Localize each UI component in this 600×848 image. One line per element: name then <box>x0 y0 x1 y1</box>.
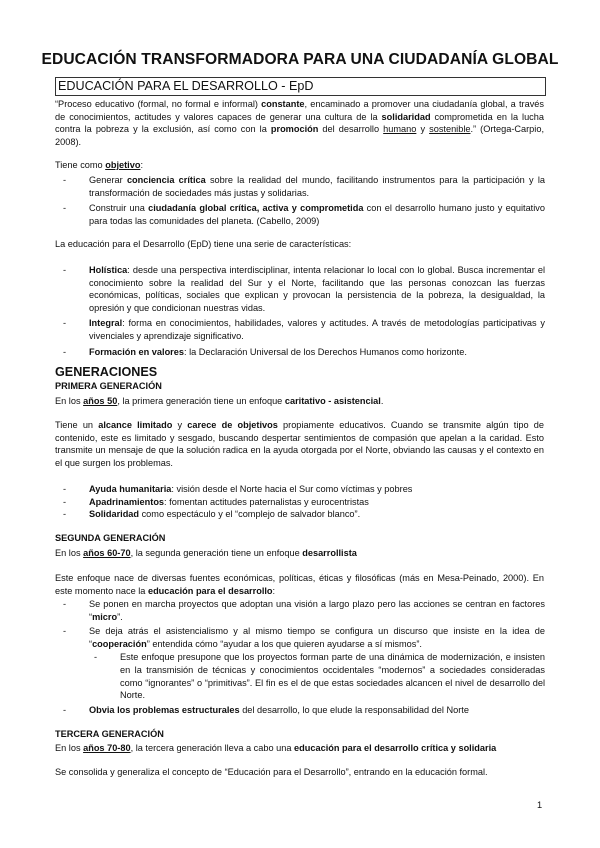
caracteristicas-intro: La educación para el Desarrollo (EpD) tiene una serie de características: <box>55 239 352 249</box>
list-item: - Generar conciencia crítica sobre la realidad del mundo, facilitando instrumentos para la participación y la transformación de sociedades más justas y solidarias. <box>89 174 545 199</box>
page-number: 1 <box>537 800 543 810</box>
list-item: - Holística: desde una perspectiva interdisciplinar, intenta relacionar lo local con lo global. Busca incrementar el conocimiento sobre la realidad del Sur y el Norte, facilitando que las personas conozcan las fuerzas económicas, políticas, sociales que explican y provocan la persistencia de la pobreza, la desigualdad, la opresión y que condicionan nuestras vidas. <box>89 264 545 314</box>
primera-generacion-line: En los años 50, la primera generación tiene un enfoque caritativo - asistencial. <box>55 396 384 406</box>
list-item: - Integral: forma en conocimientos, habilidades, valores y actitudes. A través de metodologías participativas y vivenciales y aprendizaje significativo. <box>89 317 545 342</box>
primera-generacion-paragraph: Tiene un alcance limitado y carece de objetivos propiamente educativos. Cuando se transmite algún tipo de contenido, este es limitado y sesgado, buscando despertar sentimientos de compasión que apelan a la caridad. Esto transmite un mensaje de que la solución radica en la ayuda otorgada por el Norte, obviando las causas y el contexto en el que surgen los problemas. <box>55 420 545 468</box>
list-item: - Se deja atrás el asistencialismo y al mismo tiempo se configura un discurso que insiste en la idea de “cooperación” entendida cómo “ayudar a los que quieren ayudarse a sí mismos”. - Este enfoque presupone que los proyectos forman parte de una dinámica de modernización, e insisten en la transmisión de técnicas y conocimientos occidentales “modernos” a sociedades consideradas como “ignorantes” o “primitivas”. El fin es el de que estas sociedades alcancen el nivel de desarrollo del Norte. <box>89 625 545 702</box>
list-item: - Ayuda humanitaria: visión desde el Norte hacia el Sur como víctimas y pobres <box>89 483 545 496</box>
primera-generacion-heading: PRIMERA GENERACIÓN <box>55 381 162 391</box>
objetivo-lead: Tiene como objetivo: <box>55 160 144 170</box>
section-heading-epd: EDUCACIÓN PARA EL DESARROLLO - EpD <box>55 77 546 96</box>
list-item: - Construir una ciudadanía global crítica, activa y comprometida con el desarrollo humano justo y equitativo para todas las comunidades del planeta. (Cabello, 2009) <box>89 202 545 227</box>
document-title: EDUCACIÓN TRANSFORMADORA PARA UNA CIUDADANÍA GLOBAL <box>41 51 559 68</box>
caracteristicas-list <box>89 264 545 358</box>
list-item: - Obvia los problemas estructurales del desarrollo, lo que elude la responsabilidad del Norte <box>89 704 545 717</box>
segunda-generacion-paragraph: Este enfoque nace de diversas fuentes económicas, políticas, éticas y filosóficas (más en Mesa-Peinado, 2000). En este momento nace la educación para el desarrollo: <box>55 573 544 596</box>
tercera-generacion-paragraph: Se consolida y generaliza el concepto de “Educación para el Desarrollo”, entrando en la educación formal. <box>55 767 488 777</box>
objetivo-list <box>89 174 545 227</box>
primera-generacion-list <box>89 483 545 521</box>
definition-quote: “Proceso educativo (formal, no formal e informal) constante, encaminado a promover una ciudadanía global, a través de conocimientos, actitudes y valores capaces de generar una cultura de la solidaridad comprometida en la lucha contra la pobreza y la exclusión, así como con la promoción del desarrollo humano y sostenible.” (Ortega-Carpio, 2008). <box>55 99 544 147</box>
list-item: - Solidaridad como espectáculo y el “complejo de salvador blanco”. <box>89 508 545 521</box>
generaciones-heading: GENERACIONES <box>55 365 158 379</box>
list-item: - Este enfoque presupone que los proyectos forman parte de una dinámica de modernización, e insisten en la transmisión de técnicas y conocimientos occidentales “modernos” a sociedades consideradas como “ignorantes” o “primitivas”. El fin es el de que estas sociedades alcancen el nivel de desarrollo del Norte. <box>120 651 545 701</box>
tercera-generacion-heading: TERCERA GENERACIÓN <box>55 729 164 739</box>
segunda-generacion-line: En los años 60-70, la segunda generación tiene un enfoque desarrollista <box>55 548 357 558</box>
tercera-generacion-line: En los años 70-80, la tercera generación lleva a cabo una educación para el desarrollo crítica y solidaria <box>55 743 497 753</box>
segunda-generacion-list <box>89 598 545 716</box>
list-item: - Formación en valores: la Declaración Universal de los Derechos Humanos como horizonte. <box>89 346 545 359</box>
segunda-generacion-sublist <box>120 651 545 701</box>
list-item: - Apadrinamientos: fomentan actitudes paternalistas y eurocentristas <box>89 496 545 509</box>
list-item: - Se ponen en marcha proyectos que adoptan una visión a largo plazo pero las acciones se centran en factores “micro”. <box>89 598 545 623</box>
segunda-generacion-heading: SEGUNDA GENERACIÓN <box>55 533 166 543</box>
